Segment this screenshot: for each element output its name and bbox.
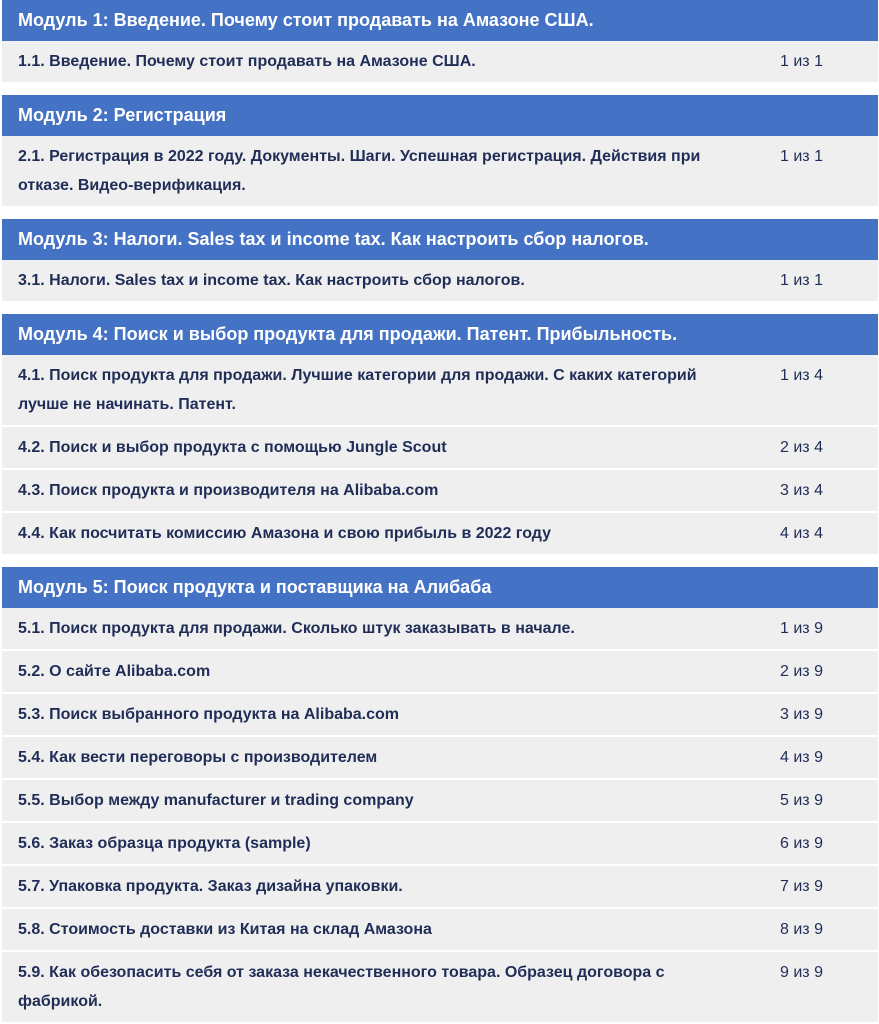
module-2 — [2, 95, 878, 206]
lesson-row[interactable] — [2, 468, 878, 511]
lesson-count: 4 из 4 — [780, 525, 823, 542]
lesson-count: 1 из 9 — [780, 620, 823, 637]
lesson-count: 8 из 9 — [780, 921, 823, 938]
lesson-count: 7 из 9 — [780, 878, 823, 895]
module-4 — [2, 314, 878, 554]
lesson-row[interactable] — [2, 41, 878, 82]
module-1 — [2, 0, 878, 82]
lesson-title[interactable]: 3.1. Налоги. Sales tax и income tax. Как настроить сбор налогов. — [18, 272, 525, 289]
lesson-title[interactable]: 5.2. О сайте Alibaba.com — [18, 663, 211, 680]
lesson-title[interactable]: 5.3. Поиск выбранного продукта на Alibaba.com — [18, 706, 399, 723]
lesson-row[interactable] — [2, 608, 878, 649]
lesson-row[interactable] — [2, 735, 878, 778]
module-3 — [2, 219, 878, 301]
lesson-count: 2 из 9 — [780, 663, 823, 680]
module-header[interactable]: Модуль 3: Налоги. Sales tax и income tax. Как настроить сбор налогов. — [2, 219, 878, 260]
module-header[interactable]: Модуль 2: Регистрация — [2, 95, 878, 136]
lesson-title[interactable]: 4.4. Как посчитать комиссию Амазона и свою прибыль в 2022 году — [18, 525, 552, 542]
lesson-count: 1 из 4 — [780, 367, 823, 384]
lesson-row[interactable] — [2, 136, 878, 206]
lesson-count: 3 из 4 — [780, 482, 823, 499]
lesson-title[interactable]: 5.9. Как обезопасить себя от заказа некачественного товара. Образец договора с фабрикой. — [18, 964, 665, 1010]
lesson-row[interactable] — [2, 864, 878, 907]
lesson-count: 1 из 1 — [780, 148, 823, 165]
lesson-row[interactable] — [2, 649, 878, 692]
lesson-title[interactable]: 5.8. Стоимость доставки из Китая на склад Амазона — [18, 921, 432, 938]
lesson-title[interactable]: 1.1. Введение. Почему стоит продавать на Амазоне США. — [18, 53, 476, 70]
lesson-title[interactable]: 5.5. Выбор между manufacturer и trading company — [18, 792, 414, 809]
lesson-count: 1 из 1 — [780, 53, 823, 70]
lesson-row[interactable] — [2, 907, 878, 950]
lesson-count: 3 из 9 — [780, 706, 823, 723]
lesson-row[interactable] — [2, 950, 878, 1022]
lesson-row[interactable] — [2, 260, 878, 301]
module-header[interactable]: Модуль 1: Введение. Почему стоит продавать на Амазоне США. — [2, 0, 878, 41]
lesson-count: 2 из 4 — [780, 439, 823, 456]
lesson-count: 6 из 9 — [780, 835, 823, 852]
lesson-title[interactable]: 5.6. Заказ образца продукта (sample) — [18, 835, 311, 852]
lesson-row[interactable] — [2, 821, 878, 864]
lesson-row[interactable] — [2, 355, 878, 425]
module-header[interactable]: Модуль 4: Поиск и выбор продукта для продажи. Патент. Прибыльность. — [2, 314, 878, 355]
lesson-row[interactable] — [2, 692, 878, 735]
lesson-title[interactable]: 5.1. Поиск продукта для продажи. Сколько штук заказывать в начале. — [18, 620, 575, 637]
lesson-row[interactable] — [2, 425, 878, 468]
module-5 — [2, 567, 878, 1022]
lesson-count: 5 из 9 — [780, 792, 823, 809]
lesson-count: 9 из 9 — [780, 964, 823, 981]
lesson-title[interactable]: 4.1. Поиск продукта для продажи. Лучшие категории для продажи. С каких категорий лучше не начинать. Патент. — [18, 367, 697, 413]
lesson-title[interactable]: 4.2. Поиск и выбор продукта с помощью Jungle Scout — [18, 439, 447, 456]
lesson-title[interactable]: 2.1. Регистрация в 2022 году. Документы. Шаги. Успешная регистрация. Действия при отказе. Видео-верификация. — [18, 148, 701, 194]
lesson-title[interactable]: 5.4. Как вести переговоры с производителем — [18, 749, 378, 766]
lesson-title[interactable]: 4.3. Поиск продукта и производителя на Alibaba.com — [18, 482, 439, 499]
lesson-row[interactable] — [2, 511, 878, 554]
module-header[interactable]: Модуль 5: Поиск продукта и поставщика на Алибаба — [2, 567, 878, 608]
lesson-count: 1 из 1 — [780, 272, 823, 289]
lesson-row[interactable] — [2, 778, 878, 821]
lesson-count: 4 из 9 — [780, 749, 823, 766]
lesson-title[interactable]: 5.7. Упаковка продукта. Заказ дизайна упаковки. — [18, 878, 403, 895]
